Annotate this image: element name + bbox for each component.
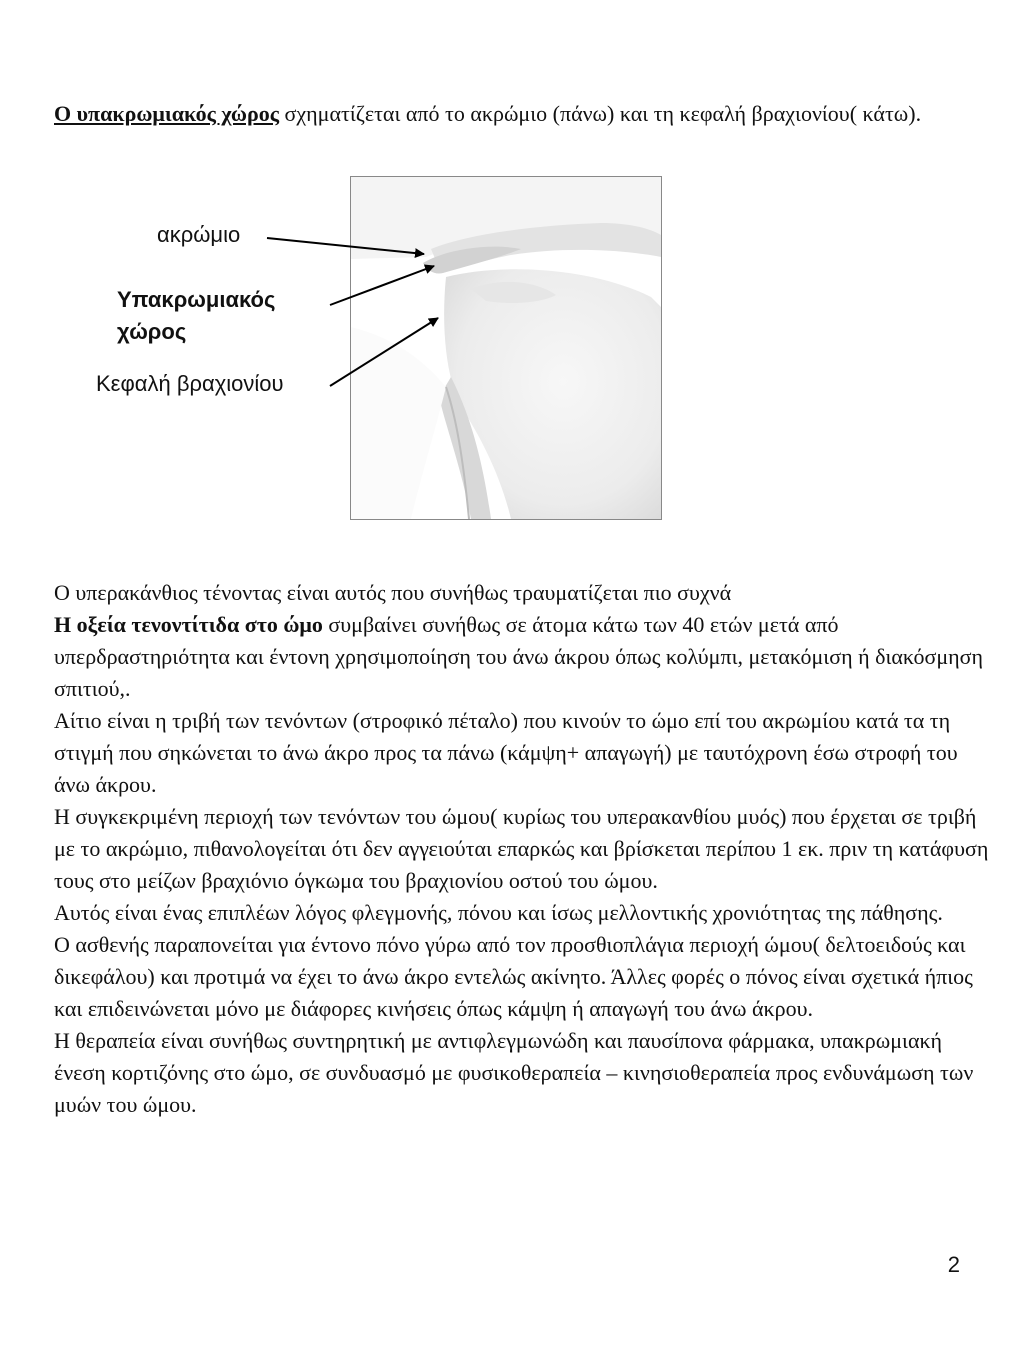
shoulder-figure [350,176,662,520]
page-number: 2 [947,1252,960,1277]
intro-term: Ο υπακρωμιακός χώρος [54,101,280,126]
paragraph-7: Η θεραπεία είναι συνήθως συντηρητική με αντιφλεγμωνώδη και παυσίπονα φάρμακα, υπακρωμιακή ένεση κορτιζόνης στο ώμο, σε συνδυασμό με φυσικοθεραπεία – κινησιοθεραπεία προς ενδυνάμωση των μυών του ώμου. [54,1028,974,1117]
paragraph-4: Η συγκεκριμένη περιοχή των τενόντων του ώμου( κυρίως του υπερακανθίου μυός) που έρχεται σε τριβή με το ακρώμιο, πιθανολογείται ότι δεν αγγειούται επαρκώς και βρίσκεται περίπου 1 εκ. πριν τη κατάφυση τους στο μείζων βραχιόνιο όγκωμα του βραχιονίου οστού του ώμου. [54,804,989,893]
paragraph-1: Ο υπερακάνθιος τένοντας είναι αυτός που συνήθως τραυματίζεται πιο συχνά [54,580,732,605]
paragraph-6: Ο ασθενής παραπονείται για έντονο πόνο γύρω από τον προσθιοπλάγια περιοχή ώμου( δελτοειδούς και δικεφάλου) και προτιμά να έχει το άνω άκρο εντελώς ακίνητο. Άλλες φορές ο πόνος είναι σχετικά ήπιος και επιδεινώνεται μόνο με διάφορες κινήσεις όπως κάμψη ή απαγωγή του άνω άκρου. [54,932,973,1021]
paragraph-3: Αίτιο είναι η τριβή των τενόντων (στροφικό πέταλο) που κινούν το ώμο επί του ακρωμίου κατά τα τη στιγμή που σηκώνεται το άνω άκρο προς τα πάνω (κάμψη+ απαγωγή) με ταυτόχρονη έσω στροφή του άνω άκρου. [54,708,958,797]
label-humeral-head: Κεφαλή βραχιονίου [96,371,284,396]
paragraph-2-text: συμβαίνει συνήθως σε άτομα κάτω των 40 ετών μετά από υπερδραστηριότητα και έντονη χρησιμοποίηση του άνω άκρου όπως κολύμπι, μετακόμιση ή διακόσμηση σπιτιού,. [54,612,984,701]
label-subacromial-line2: χώρος [117,319,187,344]
body-text [54,577,990,1121]
label-acromion: ακρώμιο [157,222,241,247]
shoulder-illustration [351,177,661,519]
paragraph-2 [54,609,990,705]
paragraph-2-bold: Η οξεία τενοντίτιδα στο ώμο [54,612,323,637]
paragraph-5: Αυτός είναι ένας επιπλέων λόγος φλεγμονής, πόνου και ίσως μελλοντικής χρονιότητας της πάθησης. [54,900,943,925]
intro-text: σχηματίζεται από το ακρώμιο (πάνω) και τη κεφαλή βραχιονίου( κάτω). [279,101,922,126]
label-subacromial-line1: Υπακρωμιακός [117,287,276,312]
intro-paragraph [54,98,974,130]
